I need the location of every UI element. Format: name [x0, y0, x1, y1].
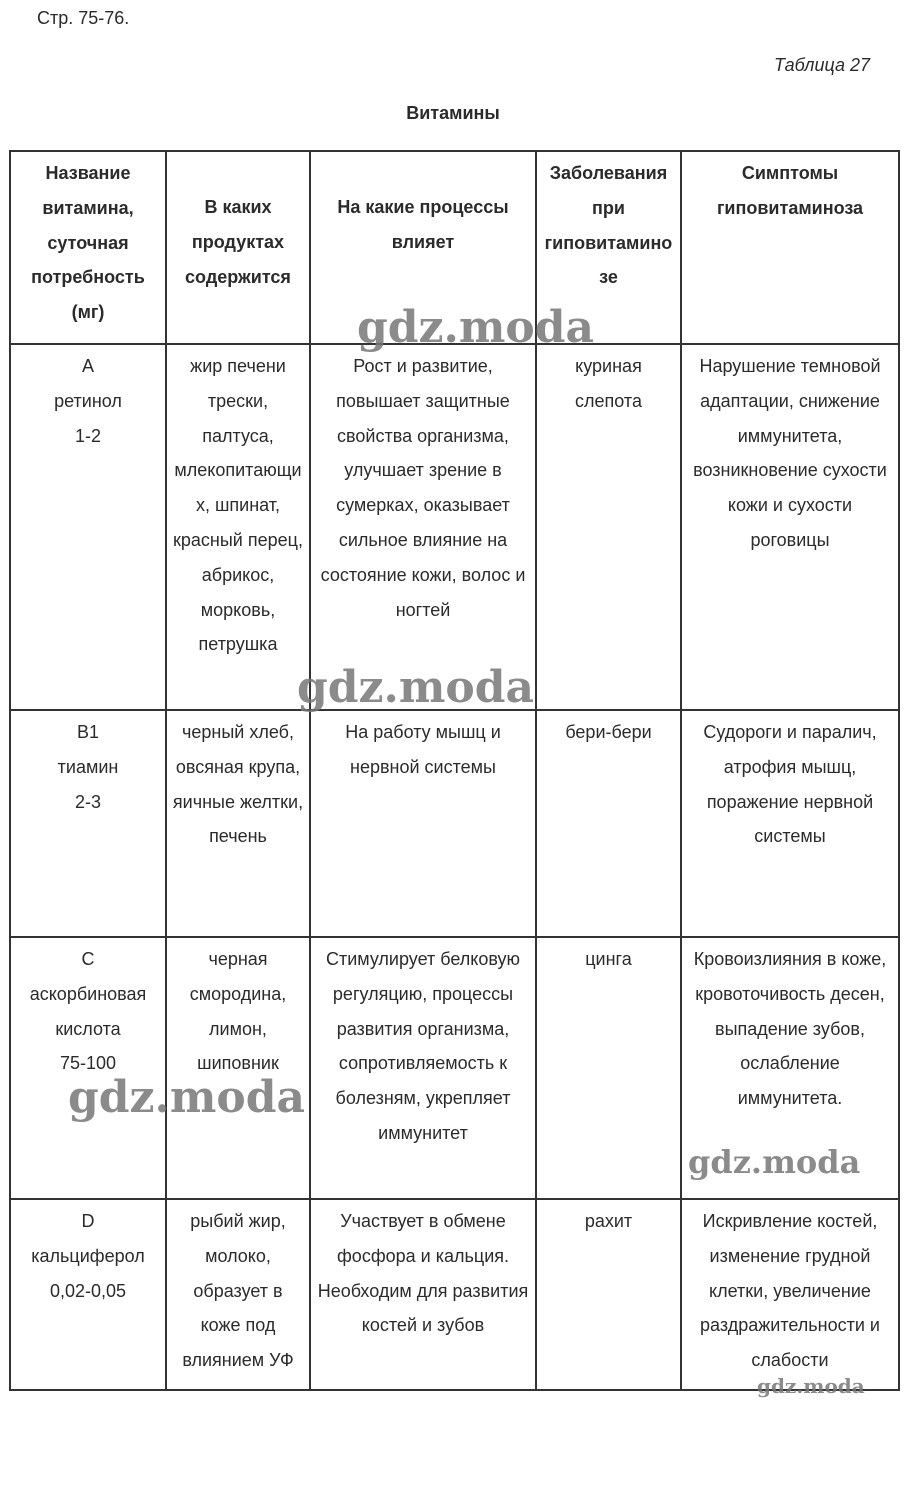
cell-disease: цинга — [536, 937, 681, 1199]
header-vitamin-name: Название витамина, суточная потребность (мг) — [10, 151, 166, 344]
cell-vitamin: А ретинол 1-2 — [10, 344, 166, 710]
table-title: Витамины — [406, 103, 500, 123]
table-row — [10, 1199, 899, 1390]
cell-products: рыбий жир, молоко, образует в коже под влиянием УФ — [166, 1199, 310, 1390]
cell-products: черный хлеб, овсяная крупа, яичные желтки, печень — [166, 710, 310, 937]
table-row — [10, 710, 899, 937]
cell-symptoms: Кровоизлияния в коже, кровоточивость десен, выпадение зубов, ослабление иммунитета. — [681, 937, 899, 1199]
table-row — [10, 344, 899, 710]
cell-symptoms: Нарушение темновой адаптации, снижение иммунитета, возникновение сухости кожи и сухости роговицы — [681, 344, 899, 710]
watermark: gdz.moda — [757, 1374, 865, 1398]
header-symptoms: Симптомы гиповитаминоза — [681, 151, 899, 344]
cell-disease: рахит — [536, 1199, 681, 1390]
cell-disease: бери-бери — [536, 710, 681, 937]
cell-disease: куриная слепота — [536, 344, 681, 710]
cell-vitamin: С аскорбиновая кислота 75-100 — [10, 937, 166, 1199]
watermark: gdz.moda — [688, 1143, 861, 1181]
cell-symptoms: Судороги и паралич, атрофия мышц, поражение нервной системы — [681, 710, 899, 937]
header-diseases: Заболевания при гиповитаминозе — [536, 151, 681, 344]
cell-processes: Рост и развитие, повышает защитные свойства организма, улучшает зрение в сумерках, оказывает сильное влияние на состояние кожи, волос и ногтей — [310, 344, 536, 710]
cell-processes: Участвует в обмене фосфора и кальция. Необходим для развития костей и зубов — [310, 1199, 536, 1390]
watermark: gdz.moda — [357, 302, 595, 353]
header-products: В каких продуктах содержится — [166, 151, 310, 344]
cell-products: черная смородина, лимон, шиповник — [166, 937, 310, 1199]
table-number: Таблица 27 — [773, 55, 870, 75]
cell-vitamin: В1 тиамин 2-3 — [10, 710, 166, 937]
page-reference: Стр. 75-76. — [37, 8, 130, 28]
watermark: gdz.moda — [297, 662, 535, 713]
cell-vitamin: D кальциферол 0,02-0,05 — [10, 1199, 166, 1390]
cell-products: жир печени трески, палтуса, млекопитающих, шпинат, красный перец, абрикос, морковь, петрушка — [166, 344, 310, 710]
header-processes: На какие процессы влияет — [310, 151, 536, 344]
cell-processes: На работу мышц и нервной системы — [310, 710, 536, 937]
cell-processes: Стимулирует белковую регуляцию, процессы развития организма, сопротивляемость к болезням, укрепляет иммунитет — [310, 937, 536, 1199]
cell-symptoms: Искривление костей, изменение грудной клетки, увеличение раздражительности и слабости — [681, 1199, 899, 1390]
watermark: gdz.moda — [68, 1072, 306, 1123]
